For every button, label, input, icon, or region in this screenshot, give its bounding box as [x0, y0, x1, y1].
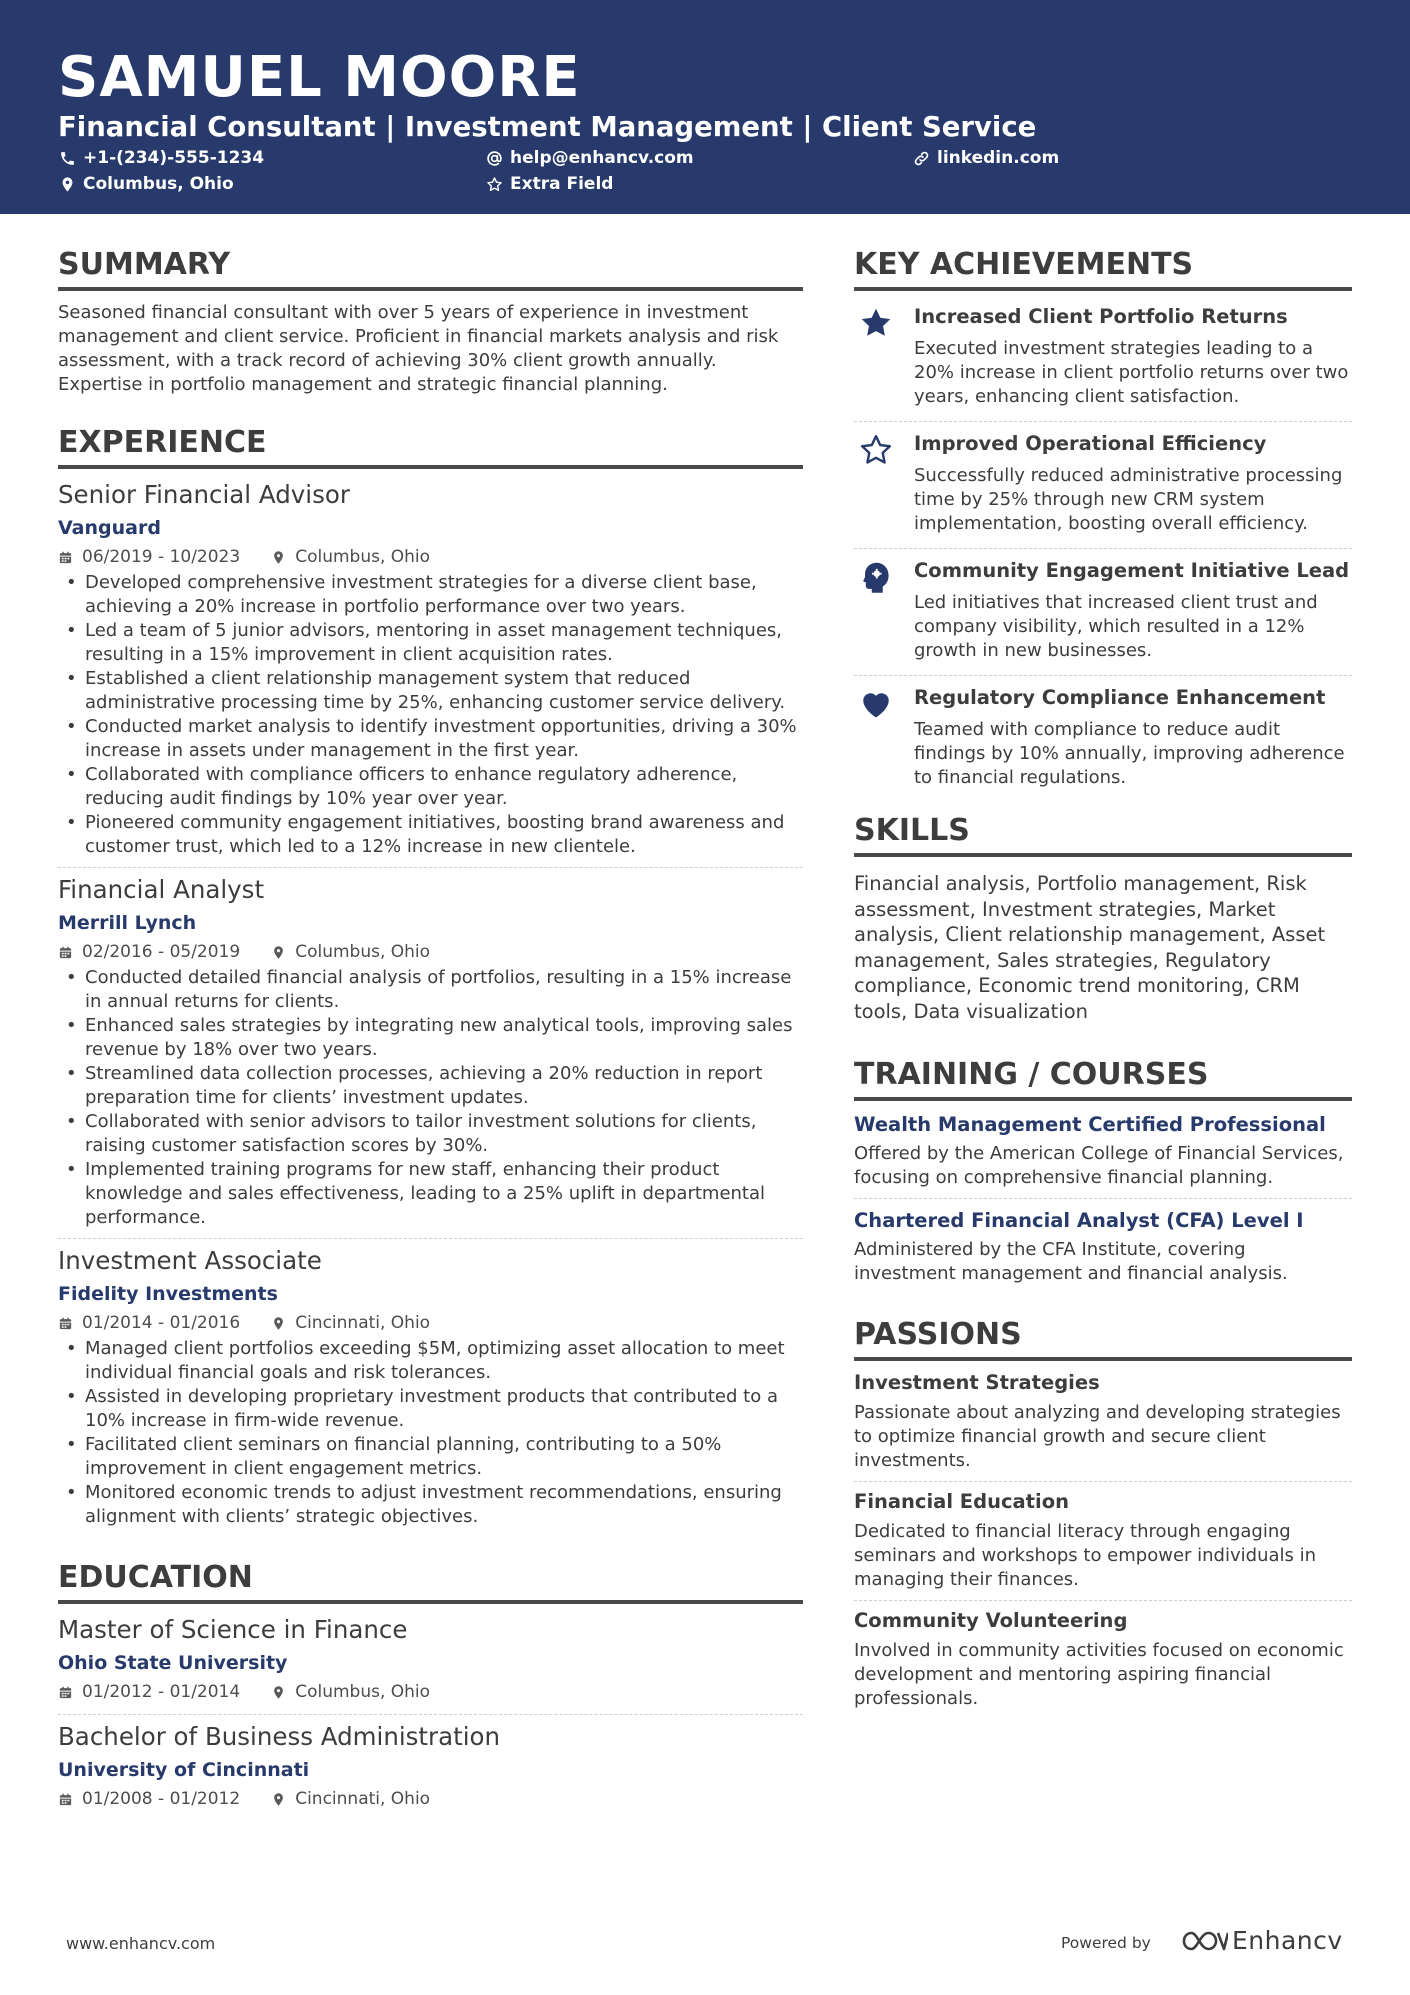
- bullet-item: • Established a client relationship management system that reduced administrative processing time by 25%, enhancing customer service delivery.: [58, 667, 803, 715]
- experience-entry: [58, 1238, 803, 1537]
- achievement-item: [854, 295, 1352, 421]
- education-entry: [58, 1614, 803, 1714]
- achievement-description: Executed investment strategies leading to a 20% increase in client portfolio returns over two years, enhancing client satisfaction.: [914, 338, 1349, 407]
- calendar-icon: [58, 550, 73, 565]
- degree-title: Bachelor of Business Administration: [58, 1722, 501, 1751]
- bullet-item: • Managed client portfolios exceeding $5M, optimizing asset allocation to meet individual financial goals and risk tolerances.: [58, 1337, 803, 1385]
- phone-text: +1-(234)-555-1234: [83, 148, 265, 168]
- bullet-item: • Monitored economic trends to adjust investment recommendations, ensuring alignment with clients’ strategic objectives.: [58, 1481, 803, 1529]
- star-outline-icon: [486, 176, 503, 193]
- job-bullets: [58, 571, 803, 859]
- course-item: [854, 1198, 1352, 1294]
- job-title: Financial Analyst: [58, 875, 265, 904]
- education-heading: EDUCATION: [58, 1559, 803, 1604]
- course-title: Wealth Management Certified Professional: [854, 1113, 1326, 1136]
- location-pin-icon: [271, 1685, 286, 1700]
- degree-title: Master of Science in Finance: [58, 1615, 408, 1644]
- summary-heading: SUMMARY: [58, 246, 803, 291]
- location-pin-icon: [59, 176, 76, 193]
- passions-list: [854, 1367, 1352, 1719]
- enhancv-logo-icon: [1180, 1927, 1228, 1955]
- location: Cincinnati, Ohio: [295, 1313, 431, 1333]
- extra-text: Extra Field: [510, 174, 614, 194]
- star-filled-icon: [858, 305, 894, 341]
- job-bullets: [58, 966, 803, 1230]
- skills-heading: SKILLS: [854, 812, 1352, 857]
- location-pin-icon: [271, 1792, 286, 1807]
- experience-heading: EXPERIENCE: [58, 424, 803, 469]
- date-location-row: [58, 1680, 803, 1704]
- job-title: Investment Associate: [58, 1246, 322, 1275]
- experience-section: [58, 424, 803, 1537]
- achievement-item: [854, 548, 1352, 675]
- link-icon: [913, 150, 930, 167]
- calendar-icon: [58, 945, 73, 960]
- candidate-name: SAMUEL MOORE: [58, 45, 581, 110]
- date-location-row: [58, 1787, 803, 1811]
- passion-title: Financial Education: [854, 1490, 1069, 1513]
- job-title: Senior Financial Advisor: [58, 480, 350, 509]
- company-name: Fidelity Investments: [58, 1283, 278, 1305]
- footer-brand-text: Enhancv: [1232, 1926, 1343, 1955]
- achievements-heading: KEY ACHIEVEMENTS: [854, 246, 1352, 291]
- passions-section: [854, 1316, 1352, 1719]
- at-icon: [486, 150, 503, 167]
- achievements-section: [854, 246, 1352, 802]
- footer-brand-logo[interactable]: [1180, 1926, 1343, 1956]
- date-range: 02/2016 - 05/2019: [82, 942, 241, 962]
- location: Columbus, Ohio: [295, 547, 431, 567]
- achievements-list: [854, 295, 1352, 802]
- date-range: 01/2014 - 01/2016: [82, 1313, 241, 1333]
- email-text: help@enhancv.com: [510, 148, 694, 168]
- contact-location: [59, 173, 234, 195]
- calendar-icon: [58, 1792, 73, 1807]
- website-text: linkedin.com: [937, 148, 1060, 168]
- left-column: [58, 246, 803, 1821]
- calendar-icon: [58, 1316, 73, 1331]
- bullet-item: • Assisted in developing proprietary investment products that contributed to a 10% increase in firm-wide revenue.: [58, 1385, 803, 1433]
- bullet-item: • Developed comprehensive investment strategies for a diverse client base, achieving a 20% increase in portfolio performance over two years.: [58, 571, 803, 619]
- bullet-item: • Conducted detailed financial analysis of portfolios, resulting in a 15% increase in annual returns for clients.: [58, 966, 803, 1014]
- company-name: Merrill Lynch: [58, 912, 197, 934]
- job-bullets: [58, 1337, 803, 1529]
- contact-email[interactable]: [486, 147, 694, 169]
- bullet-item: • Conducted market analysis to identify investment opportunities, driving a 30% increase in assets under management in the first year.: [58, 715, 803, 763]
- education-section: [58, 1559, 803, 1821]
- bullet-item: • Enhanced sales strategies by integrating new analytical tools, improving sales revenue by 18% over two years.: [58, 1014, 803, 1062]
- candidate-headline: Financial Consultant | Investment Management | Client Service: [58, 111, 1037, 143]
- star-outline-icon: [858, 432, 894, 468]
- bullet-item: • Collaborated with senior advisors to tailor investment solutions for clients, raising customer satisfaction scores by 30%.: [58, 1110, 803, 1158]
- course-description: Offered by the American College of Financial Services, focusing on comprehensive financial planning.: [854, 1143, 1344, 1188]
- course-title: Chartered Financial Analyst (CFA) Level I: [854, 1209, 1304, 1232]
- head-icon: [858, 559, 894, 595]
- achievement-title: Community Engagement Initiative Lead: [914, 559, 1350, 582]
- calendar-icon: [58, 1685, 73, 1700]
- training-list: [854, 1107, 1352, 1294]
- passion-item: [854, 1600, 1352, 1719]
- company-name: Vanguard: [58, 517, 161, 539]
- bullet-item: • Pioneered community engagement initiatives, boosting brand awareness and customer trust, which led to a 12% increase in new clientele.: [58, 811, 803, 859]
- location: Columbus, Ohio: [295, 942, 431, 962]
- date-range: 01/2008 - 01/2012: [82, 1789, 241, 1809]
- date-location-row: [58, 940, 803, 964]
- date-location-row: [58, 545, 803, 569]
- date-location-row: [58, 1311, 803, 1335]
- resume-header: [0, 0, 1410, 214]
- contact-extra: [486, 173, 613, 195]
- achievement-description: Led initiatives that increased client trust and company visibility, which resulted in a 12% growth in new businesses.: [914, 592, 1318, 661]
- skills-text: Financial analysis, Portfolio management, Risk assessment, Investment strategies, Market analysis, Client relationship management, Asset management, Sales strategies, Regulatory compliance, Economic trend monitoring, CRM tools, Data visualization: [854, 872, 1326, 1023]
- bullet-item: • Led a team of 5 junior advisors, mentoring in asset management techniques, resulting in a 15% improvement in client acquisition rates.: [58, 619, 803, 667]
- passion-description: Involved in community activities focused on economic development and mentoring aspiring financial professionals.: [854, 1640, 1344, 1709]
- bullet-item: • Implemented training programs for new staff, enhancing their product knowledge and sales effectiveness, leading to a 25% uplift in departmental performance.: [58, 1158, 803, 1230]
- school-name: Ohio State University: [58, 1652, 288, 1674]
- passions-heading: PASSIONS: [854, 1316, 1352, 1361]
- location-pin-icon: [271, 1316, 286, 1331]
- experience-entry: [58, 867, 803, 1238]
- location-text: Columbus, Ohio: [83, 174, 234, 194]
- achievement-title: Increased Client Portfolio Returns: [914, 305, 1288, 328]
- course-description: Administered by the CFA Institute, covering investment management and financial analysis.: [854, 1239, 1288, 1284]
- location: Cincinnati, Ohio: [295, 1789, 431, 1809]
- achievement-title: Improved Operational Efficiency: [914, 432, 1267, 455]
- bullet-item: • Streamlined data collection processes, achieving a 20% reduction in report preparation time for clients’ investment updates.: [58, 1062, 803, 1110]
- location-pin-icon: [271, 945, 286, 960]
- passion-title: Investment Strategies: [854, 1371, 1100, 1394]
- school-name: University of Cincinnati: [58, 1759, 310, 1781]
- contact-phone: [59, 147, 264, 169]
- experience-entry: [58, 479, 803, 867]
- contact-website[interactable]: [913, 147, 1059, 169]
- heart-icon: [858, 686, 894, 722]
- bullet-item: • Facilitated client seminars on financial planning, contributing to a 50% improvement in client engagement metrics.: [58, 1433, 803, 1481]
- footer-url[interactable]: www.enhancv.com: [66, 1934, 216, 1953]
- education-entry: [58, 1714, 803, 1821]
- passion-description: Passionate about analyzing and developing strategies to optimize financial growth and secure client investments.: [854, 1402, 1341, 1471]
- summary-text: Seasoned financial consultant with over 5 years of experience in investment management and client service. Proficient in financial markets analysis and risk assessment, with a track record of achieving 30% client growth annually. Expertise in portfolio management and strategic financial planning.: [58, 302, 779, 395]
- passion-item: [854, 1367, 1352, 1481]
- bullet-item: • Collaborated with compliance officers to enhance regulatory adherence, reducing audit findings by 10% year over year.: [58, 763, 803, 811]
- training-section: [854, 1056, 1352, 1294]
- right-column: [854, 246, 1352, 1719]
- course-item: [854, 1107, 1352, 1198]
- summary-section: [58, 246, 803, 397]
- education-list: [58, 1614, 803, 1821]
- achievement-item: [854, 675, 1352, 802]
- achievement-item: [854, 421, 1352, 548]
- achievement-description: Teamed with compliance to reduce audit findings by 10% annually, improving adherence to financial regulations.: [914, 719, 1345, 788]
- passion-item: [854, 1481, 1352, 1600]
- skills-section: [854, 812, 1352, 1024]
- date-range: 06/2019 - 10/2023: [82, 547, 241, 567]
- passion-title: Community Volunteering: [854, 1609, 1128, 1632]
- passion-description: Dedicated to financial literacy through engaging seminars and workshops to empower individuals in managing their finances.: [854, 1521, 1317, 1590]
- location: Columbus, Ohio: [295, 1682, 431, 1702]
- achievement-description: Successfully reduced administrative processing time by 25% through new CRM system implementation, boosting overall efficiency.: [914, 465, 1343, 534]
- achievement-title: Regulatory Compliance Enhancement: [914, 686, 1326, 709]
- footer-powered-by: Powered by: [1061, 1934, 1151, 1952]
- date-range: 01/2012 - 01/2014: [82, 1682, 241, 1702]
- location-pin-icon: [271, 550, 286, 565]
- phone-icon: [59, 150, 76, 167]
- experience-list: [58, 479, 803, 1537]
- training-heading: TRAINING / COURSES: [854, 1056, 1352, 1101]
